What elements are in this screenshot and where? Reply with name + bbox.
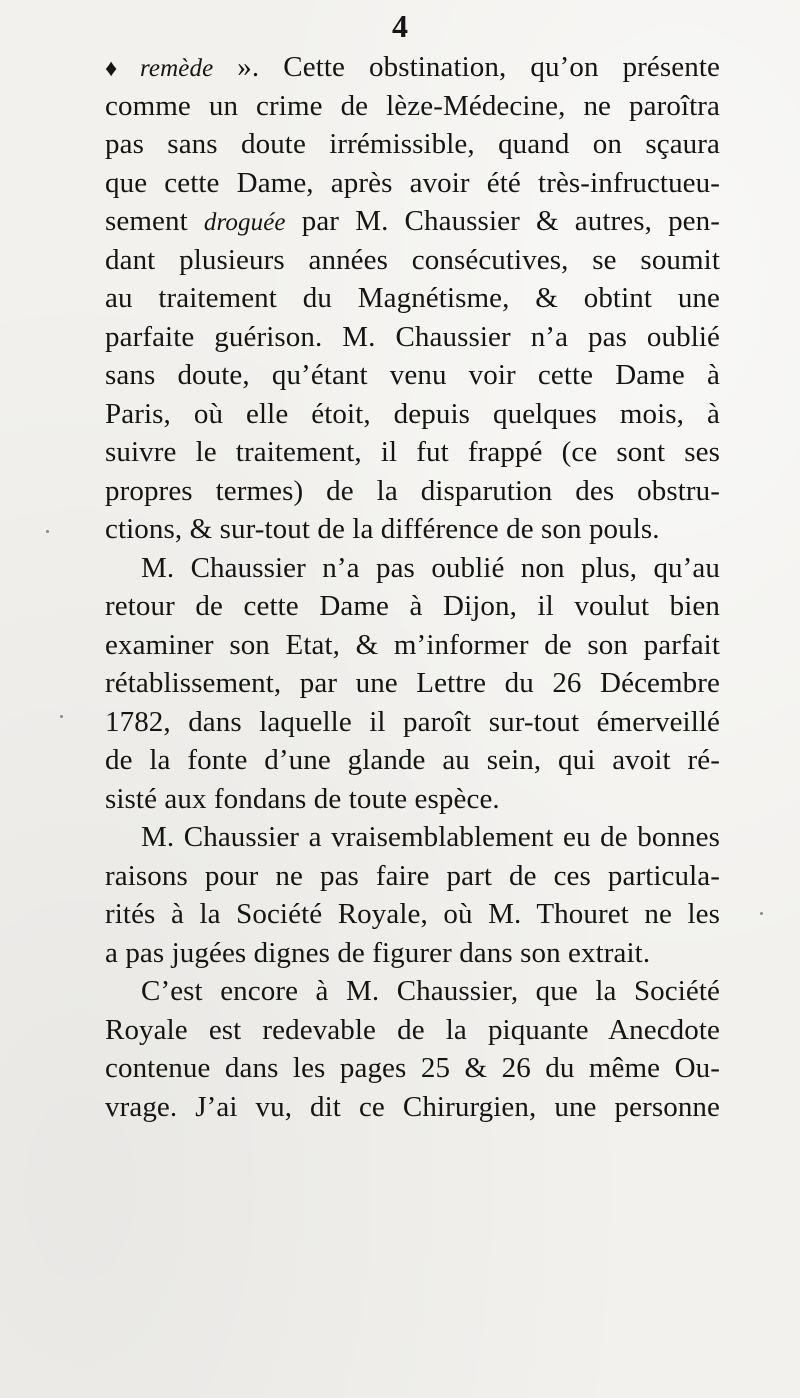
text-segment: retour de cette Dame à Dijon, il voulut bien	[105, 590, 720, 622]
text-line	[105, 164, 720, 203]
ink-speck	[46, 530, 49, 533]
text-line	[105, 972, 720, 1011]
text-segment: sans doute, qu’étant venu voir cette Dame à	[105, 359, 720, 391]
text-segment: sisté aux fondans de toute espèce.	[105, 782, 500, 815]
text-line	[105, 703, 720, 742]
text-line	[105, 1088, 720, 1127]
text-segment: suivre le traitement, il fut frappé (ce sont ses	[105, 436, 720, 468]
text-segment: vrage. J’ai vu, dit ce Chirurgien, une personne	[105, 1090, 720, 1123]
text-line	[105, 395, 720, 434]
text-line	[105, 472, 720, 511]
text-line	[105, 433, 720, 472]
text-line	[105, 587, 720, 626]
text-segment: de la fonte d’une glande au sein, qui avoit ré-	[105, 744, 720, 776]
text-line	[105, 1049, 720, 1088]
text-line	[105, 510, 720, 549]
text-line	[105, 202, 720, 241]
text-segment: comme un crime de lèze-Médecine, ne paroîtra	[105, 89, 720, 122]
text-line	[105, 549, 720, 588]
text-line	[105, 48, 720, 87]
text-line	[105, 857, 720, 896]
text-line	[105, 1011, 720, 1050]
text-segment: C’est encore à M. Chaussier, que la Société	[141, 975, 720, 1007]
text-segment: propres termes) de la disparution des obstru-	[105, 474, 720, 507]
text-segment: rités à la Société Royale, où M. Thouret ne les	[105, 898, 720, 930]
text-segment: au traitement du Magnétisme, & obtint une	[105, 282, 720, 314]
text-segment: parfaite guérison. M. Chaussier n’a pas oublié	[105, 320, 720, 353]
text-line	[105, 934, 720, 973]
text-segment: sement	[105, 205, 204, 237]
text-segment: par M. Chaussier & autres, pen-	[285, 205, 721, 237]
text-line	[105, 125, 720, 164]
body-text	[105, 48, 720, 1126]
fleuron-icon: ♦	[105, 56, 135, 82]
text-line	[105, 356, 720, 395]
text-segment: Paris, où elle étoit, depuis quelques mois, à	[105, 397, 720, 430]
page-number: 4	[392, 8, 408, 44]
text-segment: ». Cette obstination, qu’on présente	[213, 51, 720, 83]
text-segment: a pas jugées dignes de figurer dans son extrait.	[105, 936, 651, 969]
text-line	[105, 741, 720, 780]
ink-speck	[760, 912, 763, 915]
ink-speck	[60, 715, 63, 718]
text-segment: raisons pour ne pas faire part de ces particula-	[105, 859, 720, 892]
text-segment: contenue dans les pages 25 & 26 du même Ou-	[105, 1052, 720, 1084]
text-segment: que cette Dame, après avoir été très-infructueu-	[105, 166, 720, 199]
text-segment: ctions, & sur-tout de la différence de son pouls.	[105, 513, 660, 545]
italic-word: remède	[140, 55, 214, 82]
italic-word: droguée	[203, 209, 286, 236]
text-line	[105, 818, 720, 857]
text-segment: M. Chaussier a vraisemblablement eu de bonnes	[141, 821, 720, 853]
text-line	[105, 87, 720, 126]
text-segment: pas sans doute irrémissible, quand on sçaura	[105, 128, 720, 160]
text-line	[105, 241, 720, 280]
text-segment: 1782, dans laquelle il paroît sur-tout émerveillé	[105, 705, 720, 738]
text-line	[105, 626, 720, 665]
text-segment: rétablissement, par une Lettre du 26 Décembre	[105, 667, 720, 699]
text-segment: Royale est redevable de la piquante Anecdote	[105, 1013, 720, 1046]
text-line	[105, 895, 720, 934]
text-line	[105, 318, 720, 357]
text-line	[105, 664, 720, 703]
text-line	[105, 780, 720, 819]
text-segment: dant plusieurs années consécutives, se soumit	[105, 243, 720, 276]
text-segment: M. Chaussier n’a pas oublié non plus, qu’au	[141, 551, 720, 584]
text-segment: examiner son Etat, & m’informer de son parfait	[105, 628, 720, 661]
text-line	[105, 279, 720, 318]
